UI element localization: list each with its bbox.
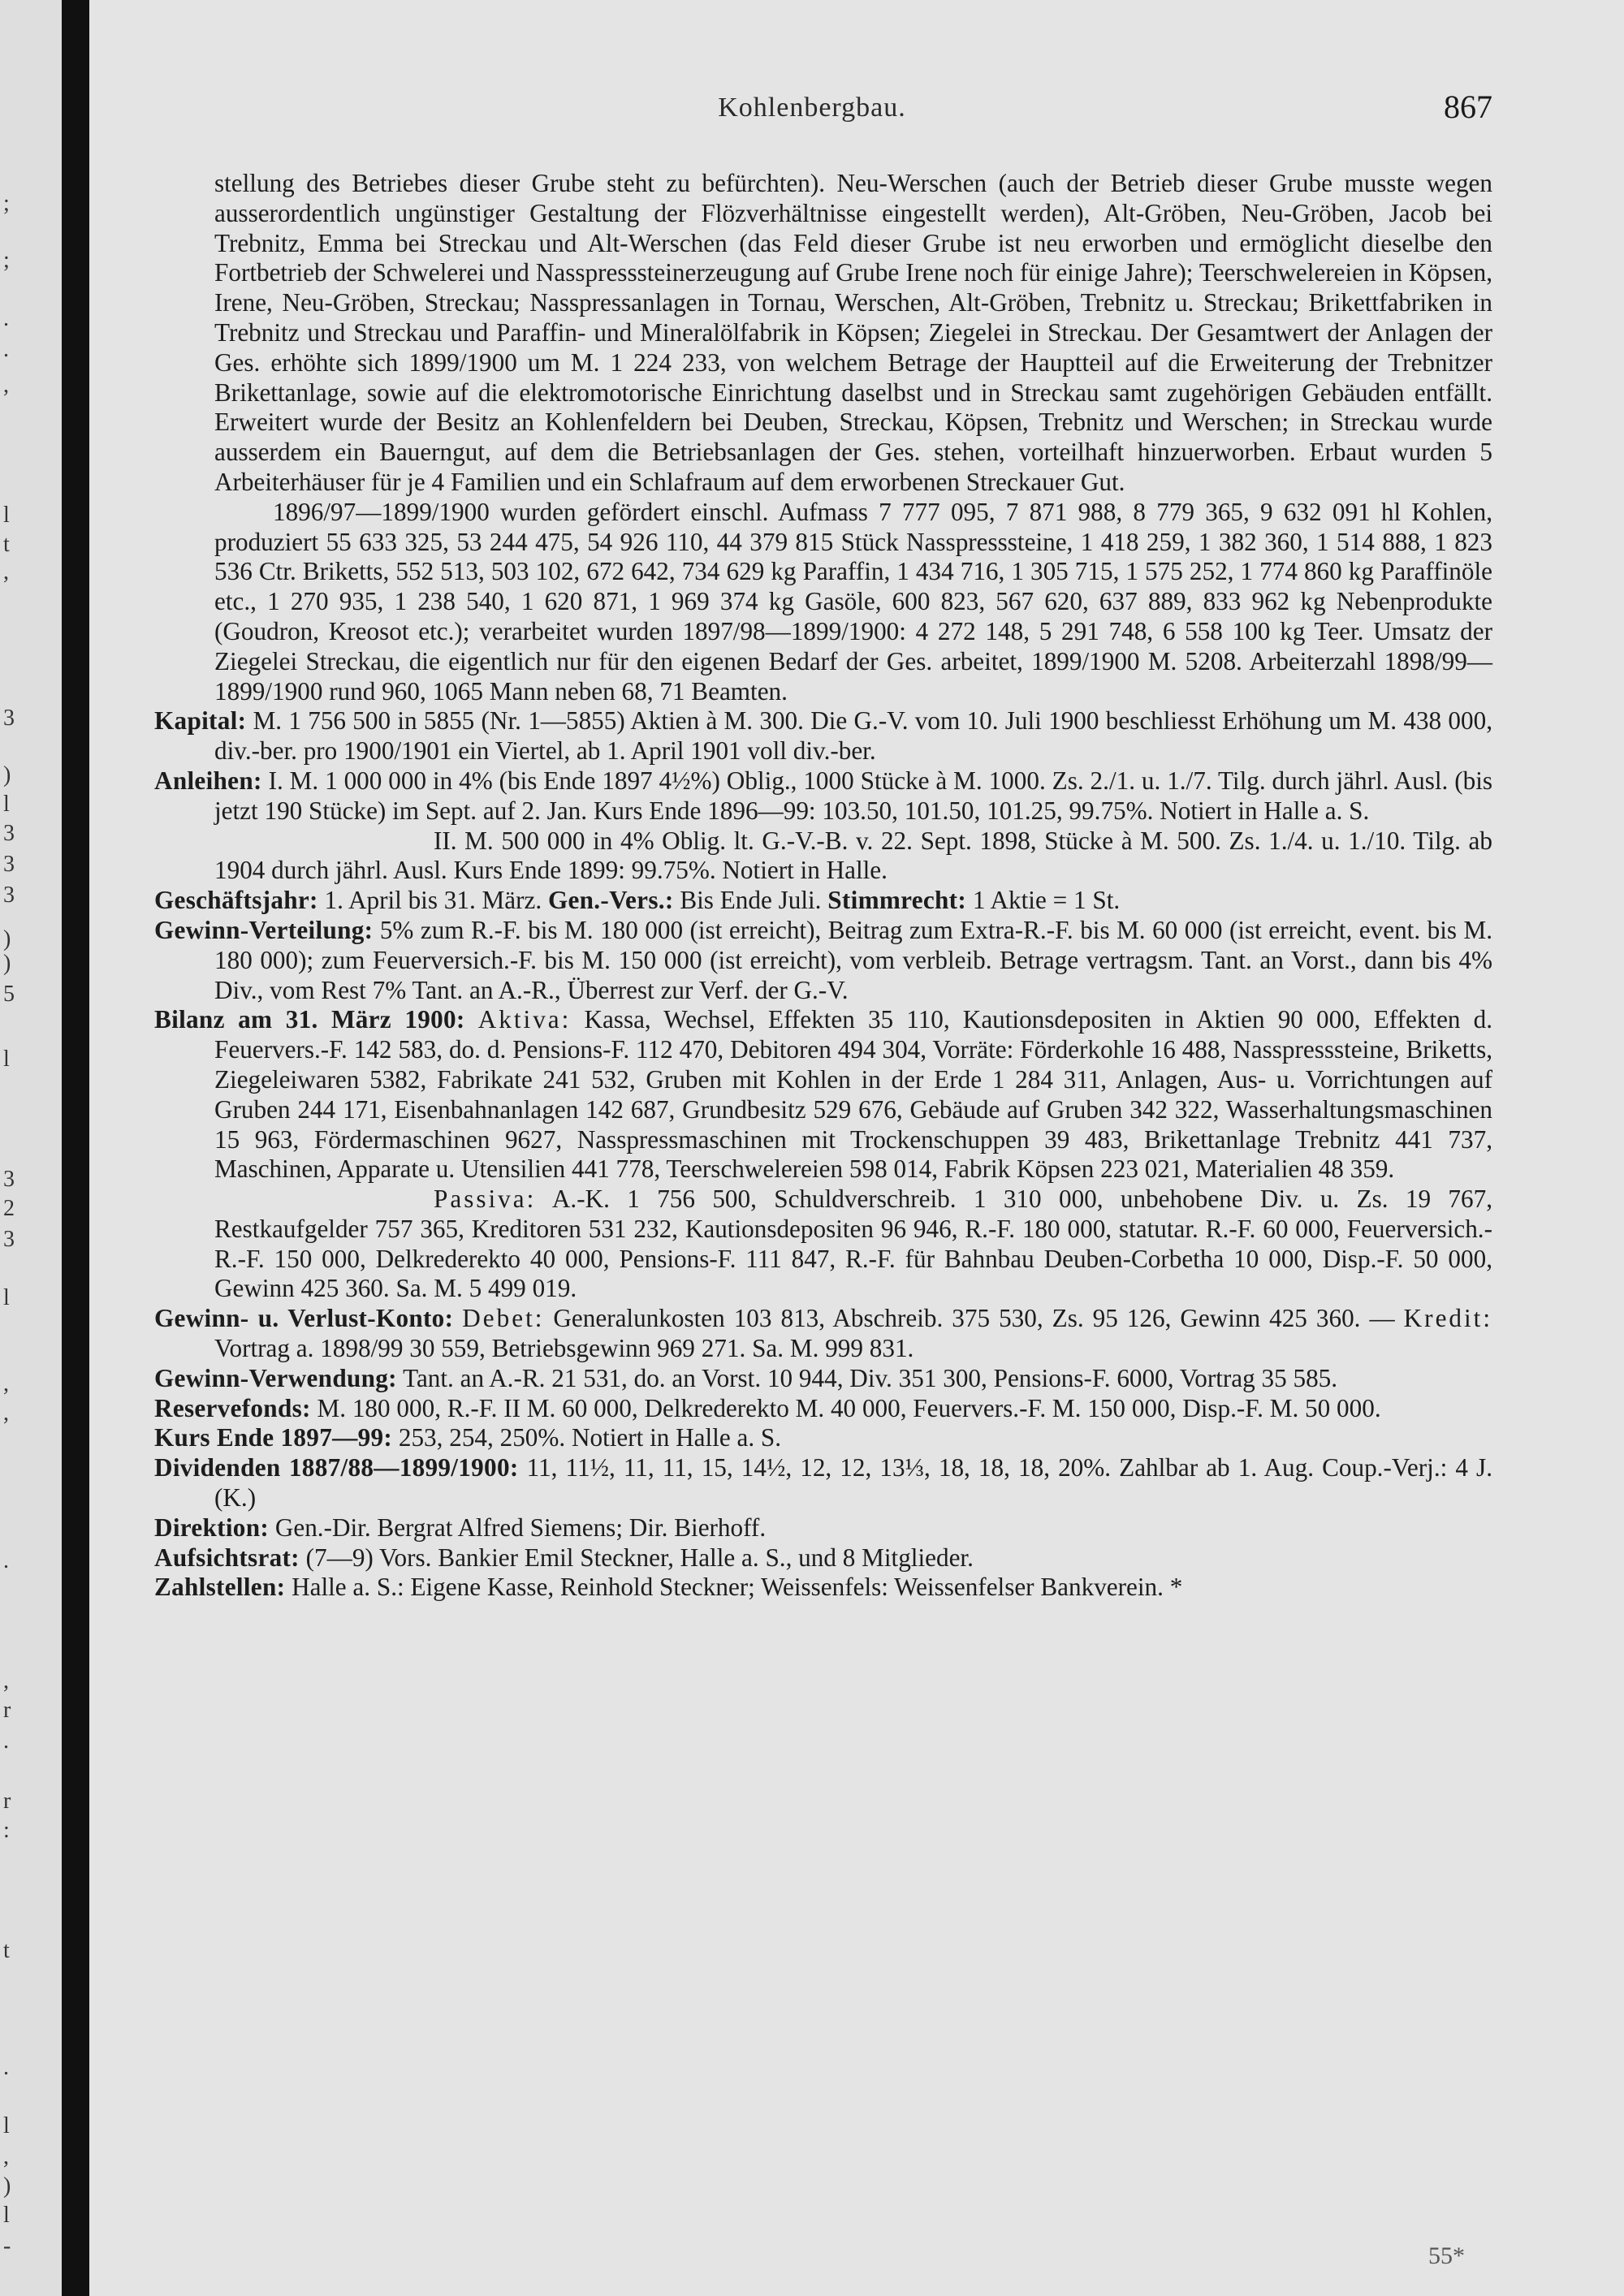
margin-fragment: , xyxy=(3,1400,9,1426)
entry-gewinn-verwendung xyxy=(154,1364,1492,1394)
margin-fragment: . xyxy=(3,1548,9,1573)
text-reservefonds: M. 180 000, R.-F. II M. 60 000, Delkrederekto M. 40 000, Feuervers.-F. M. 150 000, Disp.-F. M. 50 000. xyxy=(317,1393,1381,1422)
entry-kurs xyxy=(154,1423,1492,1453)
label-anleihen: Anleihen: xyxy=(154,766,262,795)
text-gewinn-verwendung: Tant. an A.-R. 21 531, do. an Vorst. 10 944, Div. 351 300, Pensions-F. 6000, Vortrag 35 585. xyxy=(403,1363,1338,1392)
text-kapital: M. 1 756 500 in 5855 (Nr. 1—5855) Aktien à M. 300. Die G.-V. vom 10. Juli 1900 beschliesst Erhöhung um M. 438 000, div.-ber. pro 1900/1901 ein Viertel, ab 1. April 1901 voll div.-ber. xyxy=(214,706,1492,766)
entry-geschaeftsjahr xyxy=(154,886,1492,916)
entry-dividenden xyxy=(154,1453,1492,1513)
book-gutter xyxy=(62,0,89,2296)
label-gen-vers: Gen.-Vers.: xyxy=(547,886,674,915)
label-aufsichtsrat: Aufsichtsrat: xyxy=(154,1543,300,1572)
margin-fragment: t xyxy=(3,1938,10,1963)
margin-fragment: l xyxy=(3,1047,10,1072)
label-debet: Debet: xyxy=(462,1304,545,1333)
margin-fragment: . xyxy=(3,1728,9,1754)
text-gewinn-verteilung: 5% zum R.-F. bis M. 180 000 (ist erreicht), Beitrag zum Extra-R.-F. bis M. 60 000 (ist erreicht, event. bis M. 180 000); zum Feuerversich.-F. bis M. 150 000 (ist erreicht), vom verbleib. Betrage vertragsm. Tant. an Vorst., dann bis 4% Div., vom Rest 7% Tant. an A.-R., Überrest zur Verf. der G.-V. xyxy=(214,915,1493,1004)
bilanz-passiva xyxy=(154,1185,1492,1304)
margin-fragment: r xyxy=(3,1698,11,1723)
margin-fragment: ) xyxy=(3,2173,11,2199)
margin-fragment: 3 xyxy=(3,852,15,877)
intro-continuation: stellung des Betriebes dieser Grube steht zu befürchten). Neu-Werschen (auch der Betrieb dieser Grube musste wegen ausserordentlich ungünstiger Gestaltung der Flözverhältnisse eingestellt werden), Alt-Gröben, Neu-Gröben, Jacob bei Trebnitz, Emma bei Streckau und Alt-Werschen (das Feld dieser Grube ist neu erworben und ermöglicht dieselbe den Fortbetrieb der Schwelerei und Nasspresssteinerzeugung auf Grube Irene noch für einige Jahre); Teerschwelereien in Köpsen, Irene, Neu-Gröben, Streckau; Nasspressanlagen in Tornau, Werschen, Alt-Gröben, Trebnitz u. Streckau; Brikettfabriken in Trebnitz und Streckau und Paraffin- und Mineralölfabrik in Köpsen; Ziegelei in Streckau. Der Gesamtwert der Anlagen der Ges. erhöhte sich 1899/1900 um M. 1 224 233, von welchem Betrage der Hauptteil auf die Erweiterung der Trebnitzer Brikettanlage, sowie auf die elektromotorische Einrichtung daselbst und in Streckau samt zugehörigen Gebäuden entfällt. Erweitert wurde der Besitz an Kohlenfeldern bei Deuben, Streckau, Köpsen, Trebnitz und Werschen; in Streckau wurde ausserdem ein Bauerngut, auf dem die Betriebsanlagen der Ges. stehen, vorteilhaft hinzuerworben. Erbaut wurden 5 Arbeiterhäuser für je 4 Familien und ein Schlafraum auf dem erworbenen Streckauer Gut. xyxy=(214,169,1492,496)
margin-fragment: 3 xyxy=(3,821,15,846)
margin-fragment: 3 xyxy=(3,883,15,908)
facing-page-fragments xyxy=(3,0,52,2296)
entry-kapital xyxy=(154,706,1492,766)
entry-gewinn-verteilung xyxy=(154,916,1492,1005)
body-text xyxy=(154,169,1492,1603)
margin-fragment: , xyxy=(3,1668,9,1694)
label-kapital: Kapital: xyxy=(154,706,247,736)
margin-fragment: ) xyxy=(3,951,11,976)
label-reservefonds: Reservefonds: xyxy=(154,1393,311,1422)
label-kurs: Kurs Ende 1897—99: xyxy=(154,1423,393,1452)
margin-fragment: l xyxy=(3,503,10,528)
margin-fragment: ) xyxy=(3,926,11,952)
margin-fragment: , xyxy=(3,373,9,398)
margin-fragment: ; xyxy=(3,248,10,273)
label-bilanz: Bilanz am 31. März 1900: xyxy=(154,1005,465,1034)
margin-fragment: , xyxy=(3,2144,9,2169)
margin-fragment: 3 xyxy=(3,706,15,731)
margin-fragment: , xyxy=(3,559,9,585)
label-gewinn-verteilung: Gewinn-Verteilung: xyxy=(154,915,374,944)
anleihen-part-2: II. M. 500 000 in 4% Oblig. lt. G.-V.-B. v. 22. Sept. 1898, Stücke à M. 500. Zs. 1./4. u. 1./10. Tilg. ab 1904 durch jährl. Ausl. Kurs Ende 1899: 99.75%. Notiert in Halle. xyxy=(214,826,1492,885)
text-aktiva: Kassa, Wechsel, Effekten 35 110, Kautionsdepositen in Aktien 90 000, Effekten d. Feuervers.-F. 142 583, do. d. Pensions-F. 112 470, Debitoren 494 304, Vorräte: Förderkohle 16 488, Nasspresssteine, Briketts, Ziegeleiwaren 5382, Fabrikate 241 532, Gruben mit Kohlen in der Erde 1 284 311, Anlagen, Aus- u. Vorrichtungen auf Gruben 244 171, Eisenbahnanlagen 142 687, Grundbesitz 529 676, Gebäude auf Gruben 342 322, Wasserhaltungsmaschinen 15 963, Fördermaschinen 9627, Nasspressmaschinen mit Trockenschuppen 39 483, Brikettanlage Trebnitz 441 737, Maschinen, Apparate u. Utensilien 441 778, Teerschwelereien 598 014, Fabrik Köpsen 223 021, Materialien 48 359. xyxy=(214,1005,1493,1184)
page-number: 867 xyxy=(1444,88,1492,125)
text-stimmrecht: 1 Aktie = 1 St. xyxy=(972,886,1121,915)
label-dividenden: Dividenden 1887/88—1899/1900: xyxy=(154,1453,519,1482)
entry-bilanz xyxy=(154,1005,1492,1185)
text-geschaeftsjahr: 1. April bis 31. März. xyxy=(324,886,542,915)
text-kredit: Vortrag a. 1898/99 30 559, Betriebsgewinn 969 271. Sa. M. 999 831. xyxy=(214,1334,914,1363)
production-paragraph: 1896/97—1899/1900 wurden gefördert einschl. Aufmass 7 777 095, 7 871 988, 8 779 365, 9 632 091 hl Kohlen, produziert 55 633 325, 53 244 475, 54 926 110, 44 379 815 Stück Nasspresssteine, 1 418 259, 1 382 360, 1 514 888, 1 823 536 Ctr. Briketts, 552 513, 503 102, 672 642, 734 629 kg Paraffin, 1 434 716, 1 305 715, 1 575 252, 1 774 860 kg Paraffinöle etc., 1 270 935, 1 238 540, 1 620 871, 1 969 374 kg Gasöle, 600 823, 567 620, 637 889, 833 962 kg Nebenprodukte (Goudron, Kreosot etc.); verarbeitet wurden 1897/98—1899/1900: 4 272 148, 5 291 748, 6 558 100 kg Teer. Umsatz der Ziegelei Streckau, die eigentlich nur für den eigenen Bedarf der Ges. arbeitet, 1899/1900 M. 5208. Arbeiterzahl 1898/99—1899/1900 rund 960, 1065 Mann neben 68, 71 Beamten. xyxy=(214,497,1492,706)
label-passiva: Passiva: xyxy=(434,1185,537,1214)
sheet-signature: 55* xyxy=(1428,2242,1465,2269)
label-kredit: Kredit: xyxy=(1403,1304,1492,1333)
entry-end-mark: * xyxy=(1169,1573,1183,1602)
entry-direktion xyxy=(154,1513,1492,1543)
margin-fragment: . xyxy=(3,306,9,331)
margin-fragment: l xyxy=(3,1285,10,1310)
running-title: Kohlenbergbau. xyxy=(718,93,906,123)
label-gewinn-verlust: Gewinn- u. Verlust-Konto: xyxy=(154,1304,454,1333)
margin-fragment: ; xyxy=(3,191,10,216)
margin-fragment: 3 xyxy=(3,1227,15,1252)
margin-fragment: 5 xyxy=(3,982,15,1007)
text-passiva: A.-K. 1 756 500, Schuldverschreib. 1 310 000, unbehobene Div. u. Zs. 19 767, Restkaufgelder 757 365, Kreditoren 531 232, Kautionsdepositen 96 946, R.-F. 180 000, statutar. R.-F. 60 000, Feuerversich.-R.-F. 150 000, Delkrederekto 40 000, Pensions-F. 111 847, R.-F. für Bahnbau Deuben-Corbetha 10 000, Disp.-F. 50 000, Gewinn 425 360. Sa. M. 5 499 019. xyxy=(214,1185,1493,1303)
margin-fragment: 3 xyxy=(3,1167,15,1192)
margin-fragment: l xyxy=(3,2203,10,2228)
margin-fragment: r xyxy=(3,1789,11,1814)
text-aufsichtsrat: (7—9) Vors. Bankier Emil Steckner, Halle a. S., und 8 Mitglieder. xyxy=(305,1543,974,1572)
text-direktion: Gen.-Dir. Bergrat Alfred Siemens; Dir. Bierhoff. xyxy=(274,1513,767,1542)
text-zahlstellen: Halle a. S.: Eigene Kasse, Reinhold Steckner; Weissenfels: Weissenfelser Bankverein. xyxy=(292,1573,1164,1602)
margin-fragment: - xyxy=(3,2233,11,2259)
margin-fragment: 2 xyxy=(3,1196,15,1221)
text-debet: Generalunkosten 103 813, Abschreib. 375 530, Zs. 95 126, Gewinn 425 360. — xyxy=(553,1304,1395,1333)
text-dividenden: 11, 11½, 11, 11, 15, 14½, 12, 12, 13⅓, 18, 18, 18, 20%. Zahlbar ab 1. Aug. Coup.-Verj.: 4 J. (K.) xyxy=(214,1453,1492,1513)
margin-fragment: t xyxy=(3,532,10,557)
label-direktion: Direktion: xyxy=(154,1513,270,1542)
entry-reservefonds xyxy=(154,1394,1492,1424)
label-geschaeftsjahr: Geschäftsjahr: xyxy=(154,886,318,915)
text-gen-vers: Bis Ende Juli. xyxy=(680,886,822,915)
margin-fragment: . xyxy=(3,2055,9,2080)
margin-fragment: , xyxy=(3,1371,9,1396)
margin-fragment: l xyxy=(3,792,10,817)
margin-fragment: l xyxy=(3,2113,10,2138)
text-kurs: 253, 254, 250%. Notiert in Halle a. S. xyxy=(398,1423,782,1452)
entry-anleihen xyxy=(154,766,1492,826)
text-anleihen-1: I. M. 1 000 000 in 4% (bis Ende 1897 4½%) Oblig., 1000 Stücke à M. 1000. Zs. 2./1. u. 1./7. Tilg. durch jährl. Ausl. (bis jetzt 190 Stücke) im Sept. auf 2. Jan. Kurs Ende 1896—99: 103.50, 101.50, 101.25, 99.75%. Notiert in Halle a. S. xyxy=(214,766,1493,825)
margin-fragment: : xyxy=(3,1818,10,1843)
label-aktiva: Aktiva: xyxy=(477,1005,572,1034)
margin-fragment: ) xyxy=(3,762,11,788)
entry-aufsichtsrat xyxy=(154,1543,1492,1573)
label-zahlstellen: Zahlstellen: xyxy=(154,1573,286,1602)
label-gewinn-verwendung: Gewinn-Verwendung: xyxy=(154,1363,397,1392)
label-stimmrecht: Stimmrecht: xyxy=(827,886,967,915)
entry-gewinn-verlust xyxy=(154,1304,1492,1364)
margin-fragment: . xyxy=(3,337,9,362)
entry-zahlstellen xyxy=(154,1573,1492,1603)
